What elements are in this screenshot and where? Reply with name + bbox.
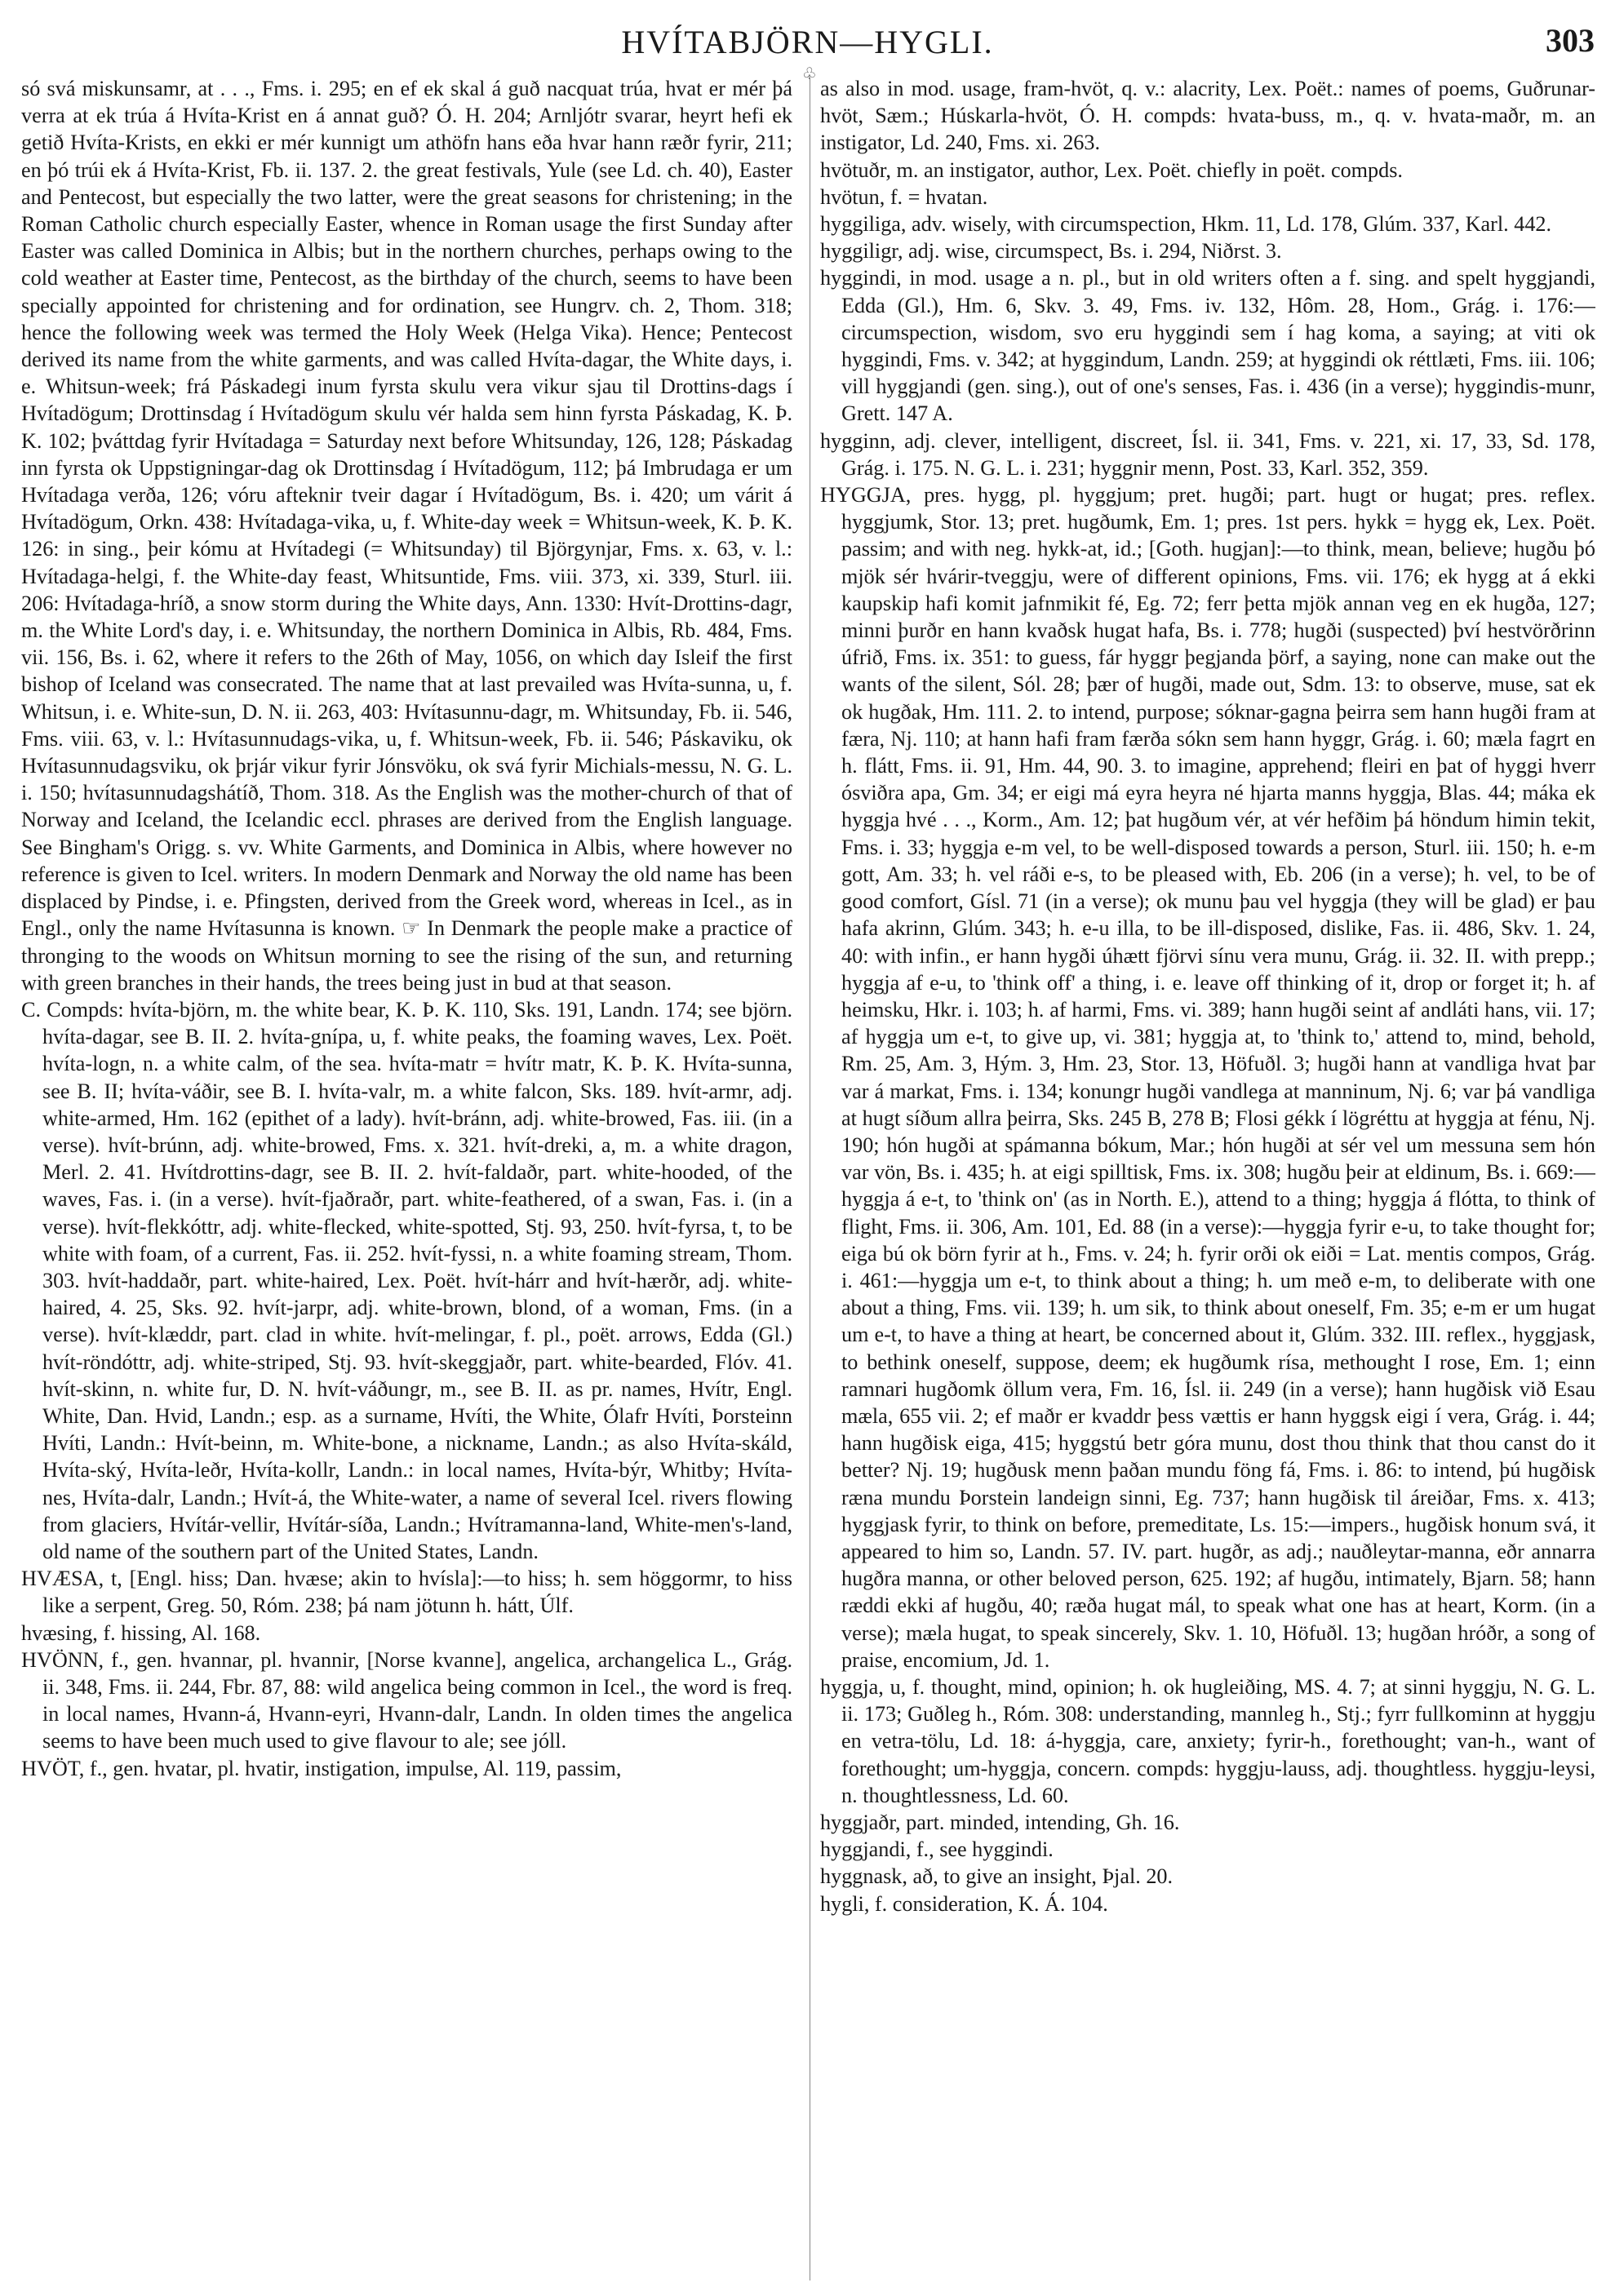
entry: só svá miskunsamr, at . . ., Fms. i. 295; en ef ek skal á guð nacquat trúa, hvat er mér þá verra at ek trúa á Hvíta-Krist en á annat guð? Ó. H. 204; Arnljótr svarar, heyrt hefi ek getið Hvíta-Krists, en ekki er mér kunnigt um athöfn hans eða hvar hann ræðr fyrir, 211; en þó trúi ek á Hvíta-Krist, Fb. ii. 137. 2. the great festivals, Yule (see Ld. ch. 40), Easter and Pentecost, but especially the two latter, were the great seasons for christening; in the Roman Catholic church especially Easter, whence in Roman usage the first Sunday after Easter was called Dominica in Albis; but in the northern churches, perhaps owing to the cold weather at Easter time, Pentecost, as the birthday of the church, seems to have been specially appointed for christening and for ordination, see Hungrv. ch. 2, Thom. 318; hence the following week was termed the Holy Week (Helga Vika). Hence; Pentecost derived its name from the white garments, and was called Hvíta-dagar, the White days, i. e. Whitsun-week; frá Páskadegi inum fyrsta skulu vera vikur sjau til Drottins-dags í Hvítadögum; Drottinsdag í Hvítadögum skulu vér halda sem hinn fyrsta Páskadag, K. Þ. K. 102; þváttdag fyrir Hvítadaga = Saturday next before Whitsunday, 126, 128; Páskadag inn fyrsta ok Uppstigningar-dag ok Drottinsdag í Hvítadögum, 112; þá Imbrudaga er um Hvítadaga verða, 126; vóru afteknir tveir dagar í Hvítadögum, Bs. i. 420; um várit á Hvítadögum, Orkn. 438: Hvítadaga-vika, u, f. White-day week = Whitsun-week, K. Þ. K. 126: in sing., þeir kómu at Hvítadegi (= Whitsunday) til Björgynjar, Fms. x. 63, v. l.: Hvítadaga-helgi, f. the White-day feast, Whitsuntide, Fms. viii. 373, xi. 339, Sturl. iii. 206: Hvítadaga-hríð, a snow storm during the White days, Ann. 1330: Hvít-Drottins-dagr, m. the White Lord's day, i. e. Whitsunday, the northern Dominica in Albis, Rb. 484, Fms. vii. 156, Bs. i. 62, where it refers to the 26th of May, 1056, on which day Isleif the first bishop of Iceland was consecrated. The name that at last prevailed was Hvíta-sunna, u, f. Whitsun, i. e. White-sun, D. N. ii. 263, 403: Hvítasunnu-dagr, m. Whitsunday, Fb. ii. 546, Fms. viii. 63, v. l.: Hvítasunnudags-vika, u, f. Whitsun-week, Fb. ii. 546; Páskaviku, ok Hvítasunnudagsviku, ok þrjár vikur fyrir Jónsvöku, ok svá fyrir Michials-messu, N. G. L. i. 150; hvítasunnudagshátíð, Thom. 318. As the English was the mother-church of that of Norway and Iceland, the Icelandic eccl. phrases are derived from the English language. See Bingham's Origg. s. vv. White Garments, and Dominica in Albis, where however no reference is given to Icel. writers. In modern Denmark and Norway the old name has been displaced by Pindse, i. e. Pfingsten, derived from the Greek word, whereas in Icel., as in Engl., only the name Hvítasunna is known. ☞ In Denmark the people make a practice of thronging to the woods on Whitsun morning to see the rising of the sun, and returning with green branches in their hands, the trees being just in bud at that season. xyxy=(21,77,792,995)
entry: HYGGJA, pres. hygg, pl. hyggjum; pret. hugði; part. hugt or hugat; pres. reflex. hyggjumk, Stor. 13; pret. hugðumk, Em. 1; pres. 1st pers. hykk = hygg ek, Lex. Poët. passim; and with neg. hykk-at, id.; [Goth. hugjan]:—to think, mean, believe; hugðu þó mjök sér hvárir-tveggju, were of different opinions, Fms. vii. 176; ek hygg at á ekki kaupskip hafi komit jafnmikit fé, Eg. 72; ferr þetta mjök annan veg en ek hugða, 127; minni þurðr en hann kvaðsk hugat hafa, Bs. i. 778; hugði (suspected) því hestvörðrinn úfrið, Fms. ix. 351: to guess, fár hyggr þegjanda þörf, a saying, none can make out the wants of the silent, Sól. 28; þær of hugði, made out, Sdm. 13: to observe, muse, sat ek ok hugðak, Hm. 111. 2. to intend, purpose; sóknar-gagna þeirra sem hann hugði fram at færa, Nj. 110; at hann hafi fram færða sókn sem hann hyggr, Grág. i. 60; mæla fagrt en h. flátt, Fms. ii. 91, Hm. 44, 90. 3. to imagine, apprehend; fleiri en þat of hyggi hverr ósviðra apa, Gm. 34; er eigi má eyra heyra né hjarta manns hyggja, Blas. 44; máka ek hyggja hvé . . ., Korm., Am. 12; þat hugðum vér, at vér hefðim þá höndum himin tekit, Fms. i. 33; hyggja e-m vel, to be well-disposed towards a person, Sturl. iii. 150; h. e-m gott, Am. 33; h. vel ráði e-s, to be pleased with, Eb. 206 (in a verse); h. vel, to be of good comfort, Gísl. 71 (in a verse); ok munu þau vel hyggja (they will be glad) er þau hafa akrinn, Glúm. 343; h. e-u illa, to be ill-disposed, dislike, Fas. ii. 486, Skv. 1. 24, 40: with infin., er hann hygði úhætt fjörvi sínu vera munu, Grág. ii. 32. II. with prepp.; hyggja af e-u, to 'think off' a thing, i. e. leave off thinking of it, drop or forget it; h. af heimsku, Hkr. i. 103; h. af harmi, Fms. vi. 389; hann hugði seint af andláti hans, vii. 17; af hyggja um e-t, to give up, vi. 381; hyggja at, to 'think to,' attend to, mind, behold, Rm. 25, Am. 3, Hým. 3, Hm. 23, Stor. 13, Höfuðl. 3; hugði hann at vandliga hvat þar var á markat, Fms. i. 134; konungr hugði vandlega at manninum, Nj. 6; var þá vandliga at hugt síðum allra þeirra, Sks. 245 B, 278 B; Flosi gékk í lögréttu at hyggja at fénu, Nj. 190; hón hugði at spámanna bókum, Mar.; hón hugði at sér vel um messuna sem hón var vön, Bs. i. 435; h. at eigi spilltisk, Fms. ix. 308; hugðu þeir at eldinum, Bs. i. 669:—hyggja á e-t, to 'think on' (as in North. E.), attend to a thing; hyggja á flótta, to think of flight, Fms. ii. 306, Am. 101, Ed. 88 (in a verse):—hyggja fyrir e-u, to take thought for; eiga bú ok börn fyrir at h., Fms. v. 24; h. fyrir orði ok eiði = Lat. mentis compos, Grág. i. 461:—hyggja um e-t, to think about a thing; h. um með e-m, to deliberate with one about a thing, Fms. vii. 139; h. um sik, to think about oneself, Fm. 35; e-m er um hugat um e-t, to have a thing at heart, be concerned about it, Glúm. 332. III. reflex., hyggjask, to bethink oneself, suppose, deem; ek hugðumk rísa, methought I rose, Em. 1; einn ramnari hugðomk öllum vera, Fm. 16, Ísl. ii. 249 (in a verse); hann hugðisk við Esau mæla, 655 vii. 2; ef maðr er kvaddr þess vættis er hann hyggsk eigi í vera, Grág. i. 44; hann hugðisk eiga, 415; hyggstú betr góra munu, dost thou think that thou canst do it better? Nj. 19; hugðusk menn þaðan mundu föng fá, Fms. i. 86: to intend, þú hugðisk ræna mundu Þorstein landeign sinni, Eg. 737; hann hugðisk til áreiðar, Fms. x. 413; hyggjask fyrir, to think on before, premeditate, Ls. 15:—impers., hugðisk honum svá, it appeared to him so, Landn. 57. IV. part. hugðr, as adj.; nauðleytar-manna, eðr annarra hugðra manna, or other beloved person, 625. 192; af hugðu, intimately, Bjarn. 58; hann ræddi ekki af hugðu, 40; ræða hugat mál, to speak what one has at heart, Korm. (in a verse); mæla hugat, to speak sincerely, Skv. 1. 10, Höfuðl. 13; hugðan hróðr, a song of praise, encomium, Jd. 1. xyxy=(820,483,1595,1672)
entry: hyggiligr, adj. wise, circumspect, Bs. i. 294, Niðrst. 3. xyxy=(820,239,1282,264)
entry: hyggjandi, f., see hyggindi. xyxy=(820,1837,1054,1862)
right-column xyxy=(820,75,1595,2278)
entry: hyggja, u, f. thought, mind, opinion; h. ok hugleiðing, MS. 4. 7; at sinni hyggju, N. G. L. ii. 173; Guðleg h., Róm. 308: understanding, mannleg h., Stj.; fyrr fullkominn at hyggju en vetra-tölu, Ld. 18: á-hyggja, care, anxiety; fyrir-h., forethought; van-h., want of forethought; um-hyggja, concern. compds: hyggju-lauss, adj. thoughtless. hyggju-leysi, n. thoughtlessness, Ld. 60. xyxy=(820,1674,1595,1807)
entry: hyggiliga, adv. wisely, with circumspection, Hkm. 11, Ld. 178, Glúm. 337, Karl. 442. xyxy=(820,212,1552,237)
entry: as also in mod. usage, fram-hvöt, q. v.: alacrity, Lex. Poët.: names of poems, Guðrunar-hvöt, Sæm.; Húskarla-hvöt, Ó. H. compds: hvata-buss, m., q. v. hvata-maðr, m. an instigator, Ld. 240, Fms. xi. 263. xyxy=(820,77,1595,155)
entry: hyggindi, in mod. usage a n. pl., but in old writers often a f. sing. and spelt hyggjandi, Edda (Gl.), Hm. 6, Skv. 3. 49, Fms. iv. 132, Hôm. 28, Hom., Grág. i. 176:—circumspection, wisdom, svo eru hyggindi sem í hag koma, a saying; at viti ok hyggindi, Fms. v. 342; at hyggindum, Landn. 259; at hyggindi ok réttlæti, Fms. iii. 106; vill hyggjandi (gen. sing.), out of one's senses, Fas. i. 436 (in a verse); hyggindis-munr, Grett. 147 A. xyxy=(820,266,1595,426)
left-column xyxy=(21,75,792,2278)
entry: HVÖNN, f., gen. hvannar, pl. hvannir, [Norse kvanne], angelica, archangelica L., Grág. ii. 348, Fms. ii. 244, Fbr. 87, 88: wild angelica being common in Icel., the word is freq. in local names, Hvann-á, Hvann-eyri, Hvann-dalr, Landn. In olden times the angelica seems to have been much used to give flavour to ale; see jóll. xyxy=(21,1647,792,1753)
entry: hygli, f. consideration, K. Á. 104. xyxy=(820,1891,1108,1916)
page-header xyxy=(0,0,1615,73)
entry: hvötuðr, m. an instigator, author, Lex. Poët. chiefly in poët. compds. xyxy=(820,157,1403,182)
entry: hvötun, f. = hvatan. xyxy=(820,184,988,209)
entry: C. Compds: hvíta-björn, m. the white bear, K. Þ. K. 110, Sks. 191, Landn. 174; see björn. hvíta-dagar, see B. II. 2. hvíta-gnípa, u, f. white peaks, the foaming waves, Lex. Poët. hvíta-logn, n. a white calm, of the sea. hvíta-matr = hvítr matr, K. Þ. K. Hvíta-sunna, see B. II; hvíta-váðir, see B. I. hvíta-valr, m. a white falcon, Sks. 189. hvít-armr, adj. white-armed, Hm. 162 (epithet of a lady). hvít-bránn, adj. white-browed, Fas. iii. (in a verse). hvít-brúnn, adj. white-browed, Fms. x. 321. hvít-dreki, a, m. a white dragon, Merl. 2. 41. Hvítdrottins-dagr, see B. II. 2. hvít-faldaðr, part. white-hooded, of the waves, Fas. i. (in a verse). hvít-fjaðraðr, part. white-feathered, of a swan, Fas. i. (in a verse). hvít-flekkóttr, adj. white-flecked, white-spotted, Stj. 93, 250. hvít-fyrsa, t, to be white with foam, of a current, Fas. ii. 252. hvít-fyssi, n. a white foaming stream, Thom. 303. hvít-haddaðr, part. white-haired, Lex. Poët. hvít-hárr and hvít-hærðr, adj. white-haired, 4. 25, Sks. 92. hvít-jarpr, adj. white-brown, blond, of a woman, Fms. (in a verse). hvít-klæddr, part. clad in white. hvít-melingar, f. pl., poët. arrows, Edda (Gl.) hvít-röndóttr, adj. white-striped, Stj. 93. hvít-skeggjaðr, part. white-bearded, Flóv. 41. hvít-skinn, n. white fur, D. N. hvít-váðungr, m., see B. II. as pr. names, Hvítr, Engl. White, Dan. Hvid, Landn.; esp. as a surname, Hvíti, the White, Ólafr Hvíti, Þorsteinn Hvíti, Landn.: Hvít-beinn, m. White-bone, a nickname, Landn.; as also Hvíta-skáld, Hvíta-ský, Hvíta-leðr, Hvíta-kollr, Landn.: in local names, Hvíta-býr, Whitby; Hvíta-nes, Hvíta-dalr, Landn.; Hvít-á, the White-water, a name of several Icel. rivers flowing from glaciers, Hvítár-vellir, Hvítár-síða, Landn.; Hvítramanna-land, White-men's-land, old name of the southern part of the United States, Landn. xyxy=(21,997,792,1563)
page-number: 303 xyxy=(1546,22,1595,59)
entry: HVÆSA, t, [Engl. hiss; Dan. hvæse; akin to hvísla]:—to hiss; h. sem höggormr, to hiss like a serpent, Greg. 50, Róm. 238; þá nam jötunn h. hátt, Úlf. xyxy=(21,1567,792,1618)
entry: hygginn, adj. clever, intelligent, discreet, Ísl. ii. 341, Fms. v. 221, xi. 17, 33, Sd. 178, Grág. i. 175. N. G. L. i. 231; hyggnir menn, Post. 33, Karl. 352, 359. xyxy=(820,428,1595,480)
entry: hyggnask, að, to give an insight, Þjal. 20. xyxy=(820,1864,1174,1889)
column-ornament: ♧ xyxy=(802,64,817,83)
entry: HVÖT, f., gen. hvatar, pl. hvatir, instigation, impulse, Al. 119, passim, xyxy=(21,1756,622,1780)
running-head: HVÍTABJÖRN—HYGLI. xyxy=(621,24,994,60)
entry: hvæsing, f. hissing, Al. 168. xyxy=(21,1620,261,1645)
entry: hyggjaðr, part. minded, intending, Gh. 16. xyxy=(820,1811,1180,1834)
